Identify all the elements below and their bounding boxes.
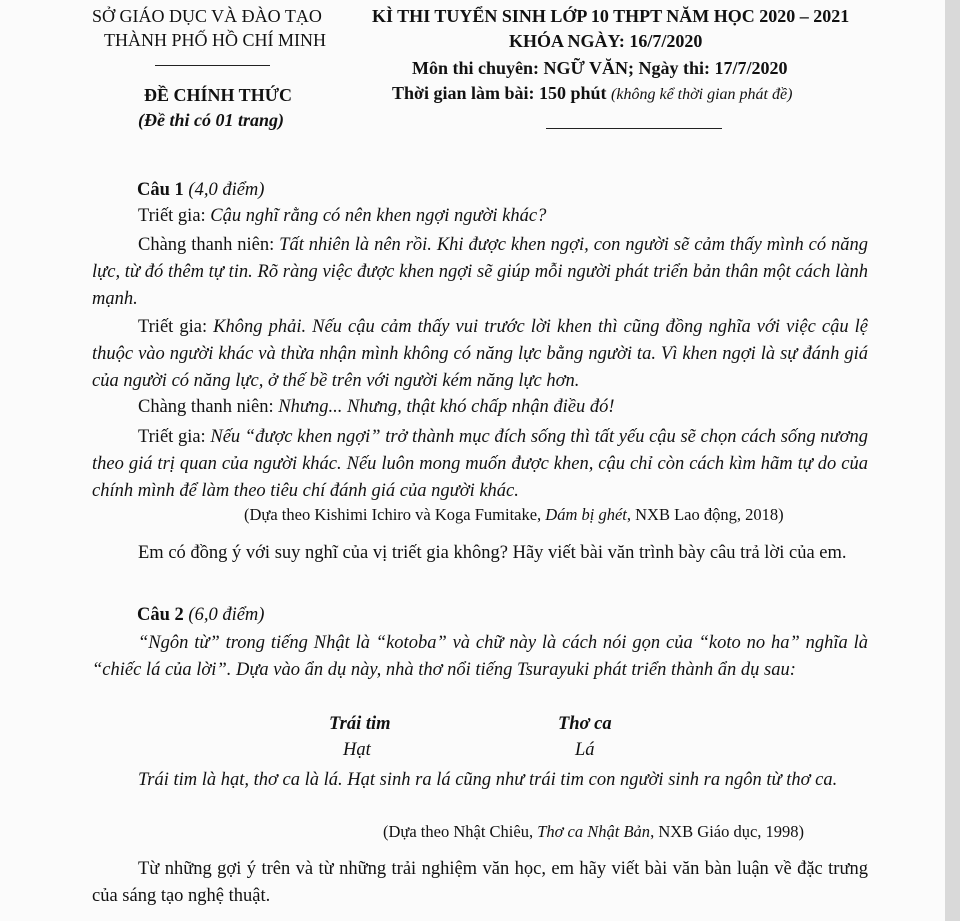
source-citation-2: (Dựa theo Nhật Chiêu, Thơ ca Nhật Bản, NXB Giáo dục, 1998) — [383, 822, 805, 841]
right-header-rule — [546, 128, 722, 129]
metaphor-value-seed: Hạt — [343, 740, 371, 760]
question-2-intro: “Ngôn từ” trong tiếng Nhật là “kotoba” và chữ này là cách nói gọn của “koto no ha” nghĩa là “chiếc lá của lời”. Dựa vào ẩn dụ này, nhà thơ nổi tiếng Tsurayuki phát triển thành ẩn dụ sau: — [92, 633, 868, 680]
metaphor-value-leaf: Lá — [575, 740, 595, 760]
dialogue-paragraph: Chàng thanh niên: Tất nhiên là nên rồi. Khi được khen ngợi, con người sẽ cảm thấy mình có năng lực, từ đó thêm tự tin. Rõ ràng việc được khen ngợi sẽ giúp mỗi người phát triển bản thân một cách lành mạnh. — [92, 235, 868, 309]
question-1-prompt: Em có đồng ý với suy nghĩ của vị triết gia không? Hãy viết bài văn trình bày câu trả lời của em. — [138, 543, 847, 563]
source-citation-1: (Dựa theo Kishimi Ichiro và Koga Fumitake, Dám bị ghét, NXB Lao động, 2018) — [244, 505, 784, 524]
question-2-heading: Câu 2 (6,0 điểm) — [137, 605, 265, 625]
city-name: THÀNH PHỐ HỒ CHÍ MINH — [104, 30, 326, 50]
time-line — [392, 83, 792, 104]
page-count-note: (Đề thi có 01 trang) — [138, 110, 284, 130]
subject-line: Môn thi chuyên: NGỮ VĂN; Ngày thi: 17/7/2020 — [412, 58, 788, 78]
dialogue-paragraph: Triết gia: Nếu “được khen ngợi” trở thành mục đích sống thì tất yếu cậu sẽ chọn cách sống nương theo giá trị quan của người khác. Nếu luôn mong muốn được khen, cậu chỉ còn cách kìm hãm tự do của chính mình để làm theo tiêu chí đánh giá của người khác. — [92, 427, 869, 501]
time-label: Thời gian làm bài: 150 phút — [392, 83, 607, 103]
official-label: ĐỀ CHÍNH THỨC — [144, 85, 293, 105]
exam-title: KÌ THI TUYỂN SINH LỚP 10 THPT NĂM HỌC 2020 – 2021 — [372, 6, 850, 26]
question-2-explanation: Trái tim là hạt, thơ ca là lá. Hạt sinh ra lá cũng như trái tim con người sinh ra ngôn từ thơ ca. — [138, 770, 838, 790]
dialogue-paragraph: Triết gia: Không phải. Nếu cậu cảm thấy vui trước lời khen thì cũng đồng nghĩa với việc cậu lệ thuộc vào người khác và thừa nhận mình không có năng lực bằng người ta. Vì khen ngợi là sự đánh giá của người có năng lực, ở thế bề trên với người kém năng lực hơn. — [92, 317, 869, 391]
question-1-heading: Câu 1 (4,0 điểm) — [137, 180, 265, 200]
time-note: (không kể thời gian phát đề) — [611, 86, 793, 103]
page-edge — [945, 0, 960, 921]
question-2-prompt: Từ những gợi ý trên và từ những trải nghiệm văn học, em hãy viết bài văn bàn luận về đặc trưng của sáng tạo nghệ thuật. — [92, 859, 868, 906]
dialogue-line: Chàng thanh niên: Nhưng... Nhưng, thật khó chấp nhận điều đó! — [138, 397, 615, 417]
metaphor-heading-poetry: Thơ ca — [558, 714, 612, 734]
dialogue-line: Triết gia: Cậu nghĩ rằng có nên khen ngợi người khác? — [138, 206, 547, 226]
exam-date: KHÓA NGÀY: 16/7/2020 — [509, 31, 703, 51]
metaphor-heading-heart: Trái tim — [329, 714, 391, 734]
left-header-rule — [155, 65, 270, 66]
dept-name: SỞ GIÁO DỤC VÀ ĐÀO TẠO — [92, 6, 322, 26]
